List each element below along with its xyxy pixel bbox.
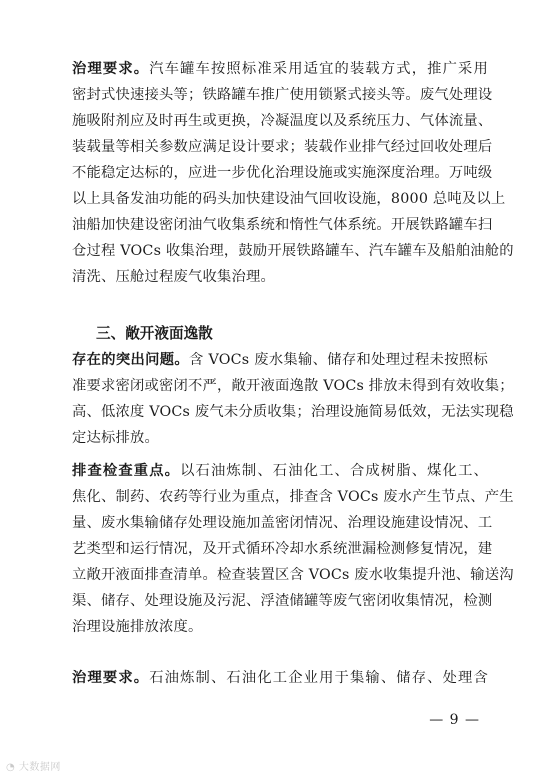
text-line: 定达标排放。 xyxy=(72,430,159,446)
text-line: 密封式快速接头等；铁路罐车推广使用锁紧式接头等。废气处理设 xyxy=(72,87,493,103)
text-line: 装载量等相关参数应满足设计要求；装载作业排气经过回收处理后 xyxy=(72,139,493,155)
text-line: 清洗、压舱过程废气收集治理。 xyxy=(72,269,275,285)
watermark-logo-icon: ◔ xyxy=(6,762,16,773)
text-line: 高、低浓度 VOCs 废气未分质收集；治理设施简易低效，无法实现稳 xyxy=(72,404,514,420)
text-line: 施吸附剂应及时再生或更换，冷凝温度以及系统压力、气体流量、 xyxy=(72,113,493,129)
text-line: 艺类型和运行情况，及开式循环冷却水系统泄漏检测修复情况，建 xyxy=(72,541,493,557)
page-number: — 9 — xyxy=(429,712,480,728)
section-heading: 三、敞开液面逸散 xyxy=(96,325,213,342)
text-line: 不能稳定达标的，应进一步优化治理设施或实施深度治理。万吨级 xyxy=(72,165,493,181)
text-line: 存在的突出问题。含 VOCs 废水集输、储存和处理过程未按照标 xyxy=(72,352,488,368)
text-line: 油船加快建设密闭油气收集系统和惰性气体系统。开展铁路罐车扫 xyxy=(72,217,493,233)
text-line: 渠、储存、处理设施及污泥、浮渣储罐等废气密闭收集情况，检测 xyxy=(72,593,493,609)
text-line: 准要求密闭或密闭不严，敞开液面逸散 VOCs 排放未得到有效收集； xyxy=(72,378,514,394)
text-line: 治理要求。汽车罐车按照标准采用适宜的装载方式，推广采用 xyxy=(72,61,488,77)
text-line: 仓过程 VOCs 收集治理，鼓励开展铁路罐车、汽车罐车及船舶油舱的 xyxy=(72,243,514,259)
text-line: 治理要求。石油炼制、石油化工企业用于集输、储存、处理含 xyxy=(72,670,488,686)
paragraph-lead: 治理要求。 xyxy=(72,670,150,686)
text-line: 排查检查重点。以石油炼制、石油化工、合成树脂、煤化工、 xyxy=(72,463,489,479)
paragraph-lead: 治理要求。 xyxy=(72,61,150,77)
watermark: ◔ 大数据网 xyxy=(6,762,61,773)
text-line: 量、废水集输储存处理设施加盖密闭情况、治理设施建设情况、工 xyxy=(72,515,493,531)
text-line: 焦化、制药、农药等行业为重点，排查含 VOCs 废水产生节点、产生 xyxy=(72,489,514,505)
text-line: 治理设施排放浓度。 xyxy=(72,619,203,635)
paragraph-lead: 排查检查重点。 xyxy=(72,463,181,479)
paragraph-lead: 存在的突出问题。 xyxy=(72,352,189,368)
text-line: 立敞开液面排查清单。检查装置区含 VOCs 废水收集提升池、输送沟 xyxy=(72,567,514,583)
text-line: 以上具备发油功能的码头加快建设油气回收设施，8000 总吨及以上 xyxy=(72,191,506,207)
